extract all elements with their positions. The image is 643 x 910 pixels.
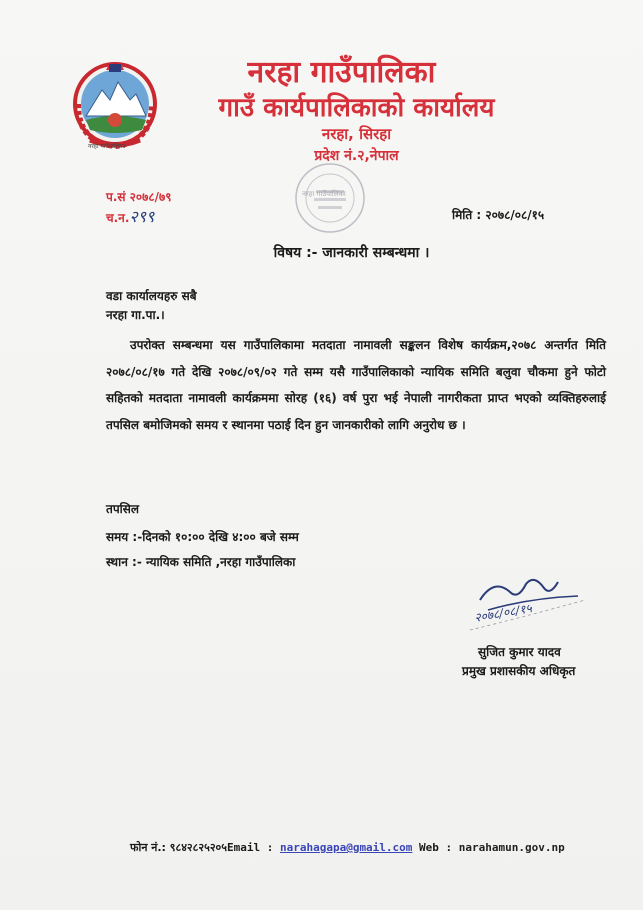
details-time: समय :-दिनको १०:०० देखि ४:०० बजे सम्म bbox=[106, 530, 299, 544]
reference-number: प.सं २०७८/७९ bbox=[106, 190, 172, 204]
office-province: प्रदेश नं.२,नेपाल bbox=[314, 148, 399, 164]
dispatch-number bbox=[106, 205, 154, 227]
signatory-title: प्रमुख प्रशासकीय अधिकृत bbox=[462, 664, 576, 678]
stamp-text: नरहा गाउँपालिका bbox=[302, 190, 346, 198]
office-location: नरहा, सिरहा bbox=[321, 125, 392, 143]
office-name: गाउँ कार्यपालिकाको कार्यालय bbox=[218, 93, 495, 123]
dispatch-label: च.न. bbox=[106, 211, 130, 225]
footer-phone: फोन नं.: ९८४२८२५२०५ bbox=[130, 841, 227, 854]
footer-email-link[interactable]: narahagapa@gmail.com bbox=[279, 841, 413, 854]
footer-email-label: Email : bbox=[226, 841, 274, 854]
footer-web-link[interactable]: narahamun.gov.np bbox=[458, 841, 565, 854]
recipient-line-2: नरहा गा.पा.। bbox=[106, 308, 165, 322]
letter-date: मिति : २०७८/०८/१५ bbox=[452, 208, 545, 222]
letter-footer bbox=[130, 840, 565, 855]
recipient-line-1: वडा कार्यालयहरु सबै bbox=[106, 289, 197, 303]
signatory-name: सुजित कुमार यादव bbox=[478, 645, 561, 659]
municipality-name: नरहा गाउँपालिका bbox=[247, 55, 436, 90]
footer-web-label: Web : bbox=[419, 841, 453, 854]
details-heading: तपसिल bbox=[106, 502, 140, 516]
letter-body: उपरोक्त सम्बन्धमा यस गाउँपालिकामा मतदाता नामावली सङ्कलन विशेष कार्यक्रम,२०७८ अन्तर्गत मिति २०७८/०८/१७ गते देखि २०७८/०९/०२ गते सम्म यसै गाउँपालिकाको न्यायिक समिति बलुवा चौकमा हुने फोटो सहितको मतदाता नामावली कार्यक्रममा सोरह (१६) वर्ष पुरा भई नेपाली नागरीकता प्राप्त भएको व्यक्तिहरुलाई तपसिल बमोजिमको समय र स्थानमा पठाई दिन हुन जानकारीको लागि अनुरोध छ । bbox=[106, 338, 606, 432]
letter-subject: विषय :- जानकारी सम्बन्धमा । bbox=[273, 245, 430, 261]
details-place: स्थान :- न्यायिक समिति ,नरहा गाउँपालिका bbox=[106, 555, 296, 569]
signature-date: २०७८/०८/१५ bbox=[473, 601, 533, 625]
emblem-caption: नरहा गाउँपालिका bbox=[88, 143, 126, 150]
dispatch-value: २९९ bbox=[129, 207, 155, 226]
